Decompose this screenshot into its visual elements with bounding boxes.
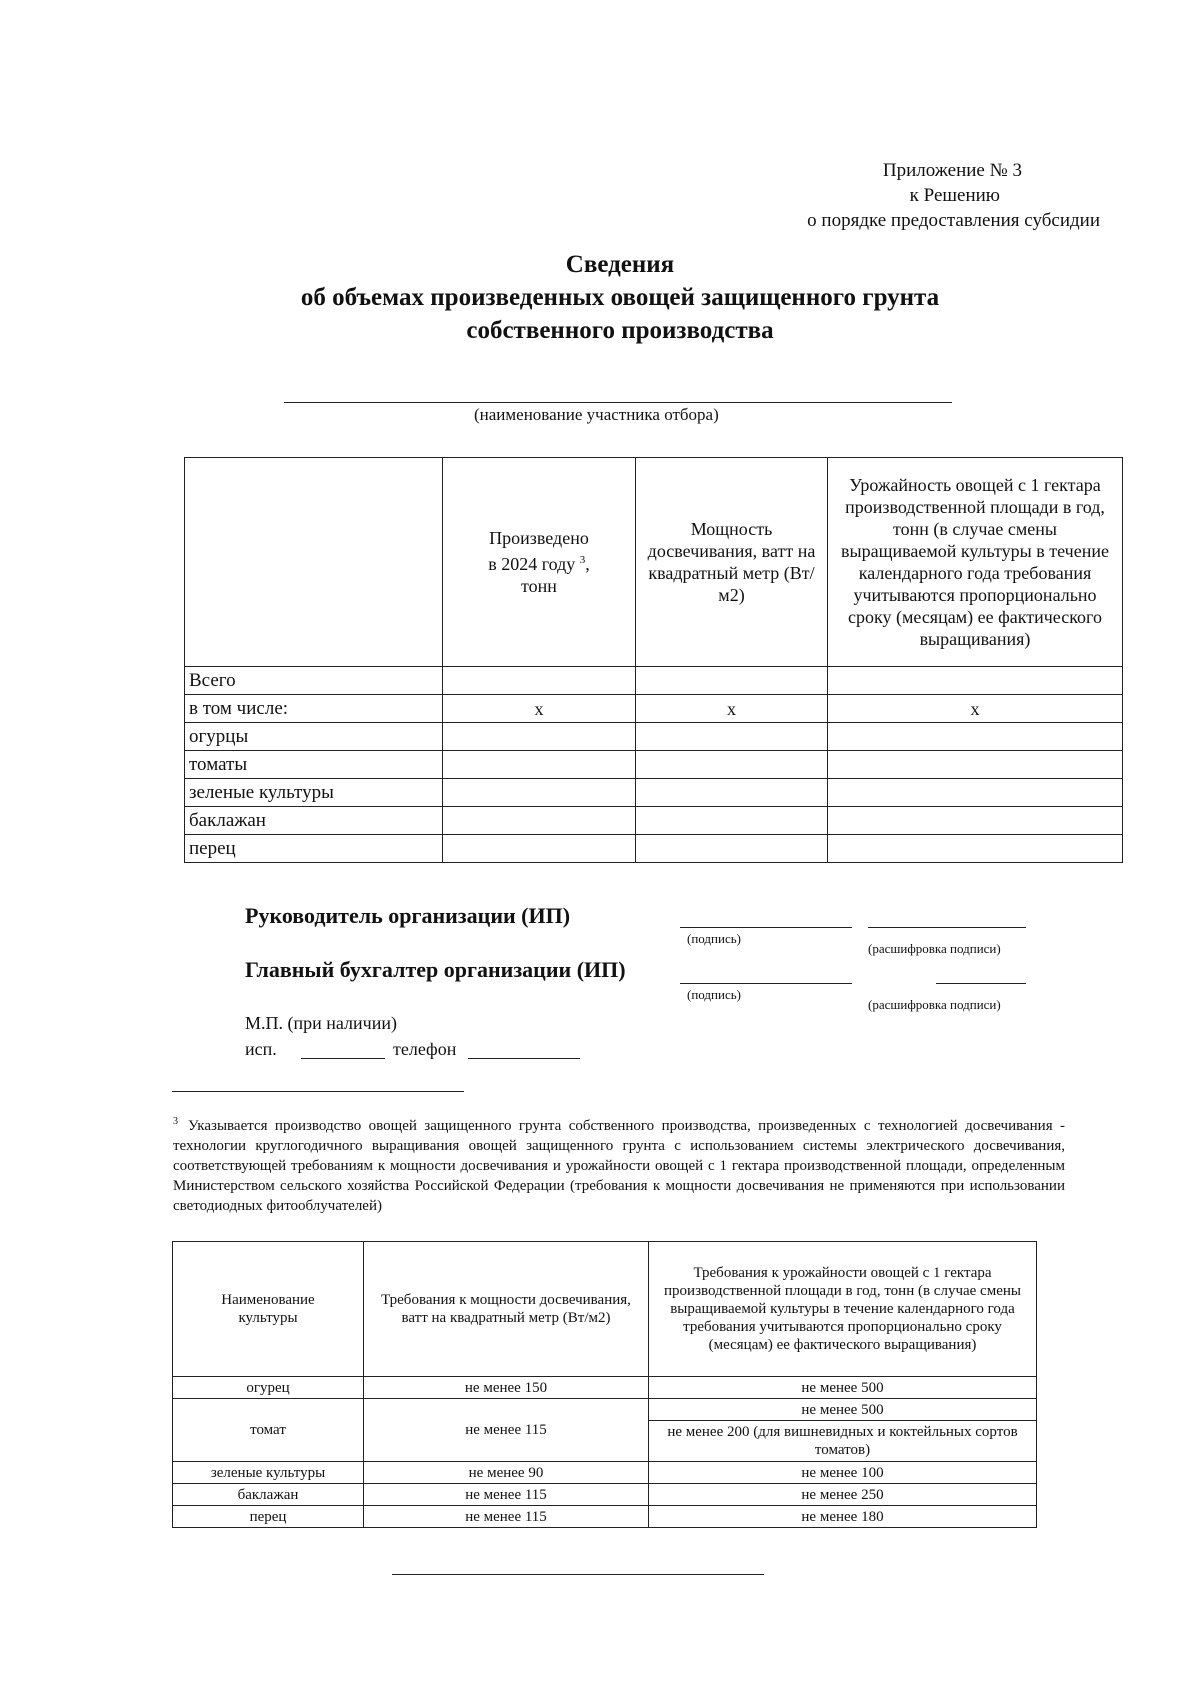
production-table xyxy=(184,457,1123,863)
table-row xyxy=(185,779,1123,807)
table-row xyxy=(173,1462,1037,1484)
appendix-number: Приложение № 3 xyxy=(882,160,1022,181)
accountant-signature-caption: (подпись) xyxy=(687,987,741,1002)
header-produced-label: Произведено xyxy=(489,528,589,548)
header-cell-empty xyxy=(185,458,443,667)
req-power: не менее 115 xyxy=(364,1506,649,1528)
row-produced xyxy=(443,835,636,863)
row-yield xyxy=(828,807,1123,835)
row-power xyxy=(636,723,828,751)
table-row xyxy=(185,835,1123,863)
req-yield: не менее 500 xyxy=(649,1377,1037,1399)
footnote-mark: 3 xyxy=(173,1116,178,1127)
head-decoding-line xyxy=(868,927,1026,928)
row-produced: x xyxy=(443,695,636,723)
req-culture: зеленые культуры xyxy=(173,1462,364,1484)
header-power: Мощность досвечивания, ватт на квадратный метр (Вт/м2) xyxy=(636,458,828,667)
req-power: не менее 90 xyxy=(364,1462,649,1484)
req-power: не менее 150 xyxy=(364,1377,649,1399)
req-header-power: Требования к мощности досвечивания, ватт на квадратный метр (Вт/м2) xyxy=(364,1242,649,1377)
executor-label: исп. xyxy=(245,1039,277,1059)
appendix-note xyxy=(807,158,1100,233)
footnote-separator xyxy=(172,1091,464,1092)
table-row xyxy=(185,695,1123,723)
table-row xyxy=(185,751,1123,779)
document-end-line xyxy=(392,1574,764,1575)
table-row xyxy=(185,667,1123,695)
row-label: томаты xyxy=(185,751,443,779)
executor-line xyxy=(301,1058,385,1059)
requirements-table xyxy=(172,1241,1037,1528)
appendix-subject: о порядке предоставления субсидии xyxy=(807,210,1100,231)
row-produced xyxy=(443,667,636,695)
head-of-organization-title: Руководитель организации (ИП) xyxy=(245,903,571,928)
row-label: Всего xyxy=(185,667,443,695)
table-row xyxy=(185,807,1123,835)
accountant-decoding-caption: (расшифровка подписи) xyxy=(868,997,1001,1012)
row-produced xyxy=(443,723,636,751)
row-produced xyxy=(443,779,636,807)
table-row xyxy=(185,723,1123,751)
accountant-decoding-line xyxy=(936,983,1026,984)
head-signature-caption: (подпись) xyxy=(687,931,741,946)
req-header-yield: Требования к урожайности овощей с 1 гектара производственной площади в год, тонн (в случае смены выращиваемой культуры в течение календарного года требования учитываются пропорционально сроку (месяцам) ее фактического выращивания) xyxy=(649,1242,1037,1377)
accountant-signature-line xyxy=(680,983,852,984)
header-produced-year: в 2024 году xyxy=(488,554,576,574)
row-produced xyxy=(443,807,636,835)
requirements-table-header xyxy=(173,1242,1037,1377)
req-yield: не менее 180 xyxy=(649,1506,1037,1528)
row-power xyxy=(636,751,828,779)
production-table-header xyxy=(185,458,1123,667)
table-row xyxy=(173,1377,1037,1399)
row-power xyxy=(636,807,828,835)
footnote-ref: 3 xyxy=(579,554,586,566)
title-line-3: собственного производства xyxy=(466,317,774,344)
req-yield: не менее 200 (для вишневидных и коктейльных сортов томатов) xyxy=(649,1421,1037,1462)
head-signature-line xyxy=(680,927,852,928)
req-power: не менее 115 xyxy=(364,1399,649,1462)
row-power: x xyxy=(636,695,828,723)
table-row xyxy=(173,1506,1037,1528)
header-produced xyxy=(443,458,636,667)
row-power xyxy=(636,835,828,863)
row-yield xyxy=(828,779,1123,807)
row-yield xyxy=(828,835,1123,863)
header-produced-comma: , xyxy=(585,554,590,574)
head-decoding-caption: (расшифровка подписи) xyxy=(868,941,1001,956)
participant-name-line xyxy=(284,402,952,403)
row-yield: x xyxy=(828,695,1123,723)
row-power xyxy=(636,779,828,807)
table-row xyxy=(173,1484,1037,1506)
req-culture: баклажан xyxy=(173,1484,364,1506)
row-power xyxy=(636,667,828,695)
appendix-decision: к Решению xyxy=(909,185,1000,206)
req-yield: не менее 500 xyxy=(649,1399,1037,1421)
phone-label: телефон xyxy=(393,1039,457,1059)
row-label: зеленые культуры xyxy=(185,779,443,807)
document-title xyxy=(0,248,1200,347)
stamp-note: М.П. (при наличии) xyxy=(245,1013,397,1033)
row-yield xyxy=(828,723,1123,751)
title-line-1: Сведения xyxy=(565,251,675,278)
table-row xyxy=(173,1399,1037,1421)
req-header-culture: Наименование культуры xyxy=(173,1242,364,1377)
row-yield xyxy=(828,751,1123,779)
req-culture: огурец xyxy=(173,1377,364,1399)
participant-caption: (наименование участника отбора) xyxy=(474,405,719,424)
req-power: не менее 115 xyxy=(364,1484,649,1506)
header-produced-unit: тонн xyxy=(521,576,557,596)
req-yield: не менее 100 xyxy=(649,1462,1037,1484)
row-yield xyxy=(828,667,1123,695)
row-label: огурцы xyxy=(185,723,443,751)
req-yield: не менее 250 xyxy=(649,1484,1037,1506)
phone-line xyxy=(468,1058,580,1059)
row-produced xyxy=(443,751,636,779)
header-yield: Урожайность овощей с 1 гектара производственной площади в год, тонн (в случае смены выращиваемой культуры в течение календарного года требования учитываются пропорционально сроку (месяцам) ее фактического выращивания) xyxy=(828,458,1123,667)
footnote-text: Указывается производство овощей защищенного грунта собственного производства, произведенных с технологией досвечивания - технологии круглогодичного выращивания овощей защищенного грунта с использованием системы электрического досвечивания, соответствующей требованиям к мощности досвечивания и урожайности овощей с 1 гектара производственной площади, определенным Министерством сельского хозяйства Российской Федерации (требования к мощности досвечивания не применяются при использовании светодиодных фитооблучателей) xyxy=(173,1118,1065,1214)
req-culture: перец xyxy=(173,1506,364,1528)
row-label: баклажан xyxy=(185,807,443,835)
req-culture: томат xyxy=(173,1399,364,1462)
row-label: перец xyxy=(185,835,443,863)
row-label: в том числе: xyxy=(185,695,443,723)
title-line-2: об объемах произведенных овощей защищенного грунта xyxy=(300,284,940,311)
chief-accountant-title: Главный бухгалтер организации (ИП) xyxy=(245,957,626,982)
footnote xyxy=(173,1112,1065,1216)
